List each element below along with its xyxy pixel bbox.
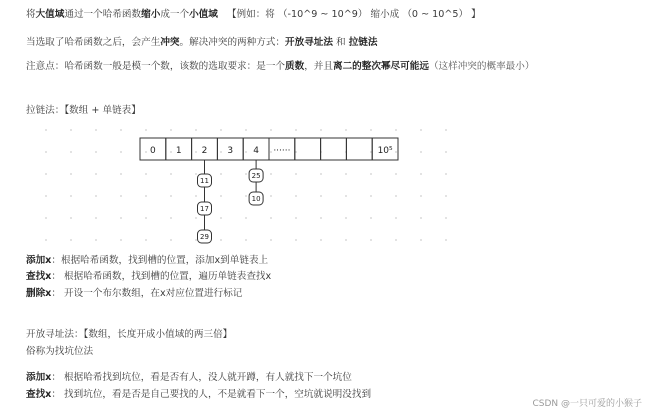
open-addressing-title: 开放寻址法：【数组，长度开成小值域的两三倍】 (26, 329, 233, 340)
grid-dot (120, 217, 122, 219)
array-cell-label: 4 (253, 146, 259, 156)
grid-dot (245, 173, 247, 175)
grid-dot (170, 239, 172, 241)
chaining-delete-label: 删除x (26, 288, 52, 299)
chain-slot-2-node-label: 11 (200, 177, 209, 185)
grid-dot (345, 217, 347, 219)
chaining-add-label: 添加x (26, 255, 52, 266)
grid-dot (270, 239, 272, 241)
intro-line (26, 8, 481, 21)
array-cell-label: 1 (175, 146, 182, 156)
grid-dot (245, 151, 247, 153)
grid-dot (95, 129, 97, 131)
grid-dot (220, 217, 222, 219)
grid-dot (145, 151, 147, 153)
notice-bold-prime: 质数 (285, 61, 305, 72)
open-add-label: 添加x (26, 372, 52, 383)
grid-dot (45, 195, 47, 197)
grid-dot (395, 239, 397, 241)
grid-dot (95, 173, 97, 175)
grid-dot (220, 195, 222, 197)
intro-example: 【例如：将 （-10^9 ~ 10^9） 缩小成 （0 ~ 10^5） 】 (226, 9, 481, 20)
grid-dot (370, 129, 372, 131)
array-cell (321, 138, 347, 160)
grid-dot (245, 129, 247, 131)
grid-dot (220, 173, 222, 175)
grid-dot (170, 195, 172, 197)
open-find-label: 查找x (26, 389, 52, 400)
grid-dot (270, 173, 272, 175)
chaining-find-label: 查找x (26, 271, 52, 282)
grid-dot (195, 239, 197, 241)
grid-dot (195, 217, 197, 219)
grid-dot (145, 217, 147, 219)
grid-dot (120, 129, 122, 131)
grid-dot (295, 195, 297, 197)
grid-dot (220, 239, 222, 241)
chaining-delete-text: ： 开设一个布尔数组，在x对应位置进行标记 (51, 288, 243, 299)
grid-dot (70, 195, 72, 197)
grid-dot (395, 173, 397, 175)
intro-text-2: 通过一个哈希函数 (64, 9, 142, 20)
grid-dot (420, 195, 422, 197)
grid-dot (145, 195, 147, 197)
open-addressing-bold: 开放寻址法 (285, 37, 333, 48)
grid-dot (445, 239, 447, 241)
open-find-line (26, 388, 371, 401)
conflict-text-2: 。解决冲突的两种方式： (179, 37, 286, 48)
grid-dot (445, 173, 447, 175)
grid-dot (45, 239, 47, 241)
grid-dot (120, 151, 122, 153)
grid-dot (445, 151, 447, 153)
grid-dot (395, 151, 397, 153)
chaining-add-text: ：根据哈希函数，找到槽的位置，添加x到单链表上 (51, 255, 269, 266)
grid-dot (320, 173, 322, 175)
array-cell-label: 10⁵ (377, 146, 393, 156)
grid-dot (370, 239, 372, 241)
grid-dot (295, 129, 297, 131)
linked-lists (198, 160, 264, 243)
conflict-text-3: 和 (333, 37, 349, 48)
grid-dot (170, 129, 172, 131)
grid-dot (45, 173, 47, 175)
hash-array (140, 138, 398, 160)
grid-dot (245, 195, 247, 197)
chaining-title: 拉链法：【数组 + 单链表】 (26, 105, 141, 116)
grid-dot (395, 195, 397, 197)
grid-dot (445, 217, 447, 219)
grid-dot (245, 217, 247, 219)
grid-dot (295, 151, 297, 153)
grid-dot (320, 239, 322, 241)
grid-dot (420, 129, 422, 131)
grid-dot (145, 239, 147, 241)
grid-dot (270, 195, 272, 197)
grid-dot (370, 217, 372, 219)
grid-dot (120, 173, 122, 175)
grid-dot (95, 151, 97, 153)
grid-dot (345, 195, 347, 197)
grid-dot (245, 239, 247, 241)
conflict-line (26, 36, 377, 49)
notice-text-2: ，并且 (304, 61, 333, 72)
notice-text-3: （这样冲突的概率最小） (428, 61, 535, 72)
array-cell-label: ······ (273, 146, 291, 156)
chain-slot-2-node-label: 29 (200, 233, 209, 241)
watermark: CSDN @一只可爱的小猴子 (532, 399, 642, 409)
grid-dot (120, 239, 122, 241)
grid-dot (295, 173, 297, 175)
grid-dot (120, 195, 122, 197)
grid-dot (195, 173, 197, 175)
grid-dot (220, 129, 222, 131)
open-find-text: ： 找到坑位，看是否是自己要找的人，不是就看下一个，空坑就说明没找到 (51, 389, 372, 400)
grid-dot (420, 173, 422, 175)
open-add-line (26, 371, 352, 384)
grid-dot (445, 195, 447, 197)
grid-dot (270, 151, 272, 153)
grid-dot (70, 173, 72, 175)
grid-dot (95, 217, 97, 219)
grid-dot (420, 239, 422, 241)
grid-dot (45, 151, 47, 153)
grid-dot (295, 217, 297, 219)
grid-dot (45, 129, 47, 131)
grid-dot (70, 239, 72, 241)
conflict-text-1: 当选取了哈希函数之后，会产生 (26, 37, 161, 48)
notice-line (26, 60, 534, 73)
chain-slot-2-node-label: 17 (200, 205, 209, 213)
chaining-delete-line (26, 287, 242, 300)
array-cell-label: 2 (201, 146, 208, 156)
grid-dot (70, 151, 72, 153)
grid-dot (395, 129, 397, 131)
grid-dot (95, 239, 97, 241)
grid-dot (45, 217, 47, 219)
chain-slot-4-node-label: 10 (251, 195, 261, 203)
intro-bold-shrink: 缩小 (141, 9, 161, 20)
notice-text-1: 注意点：哈希函数一般是模一个数，该数的选取要求：是一个 (26, 61, 286, 72)
grid-dot (220, 151, 222, 153)
grid-dot (295, 239, 297, 241)
grid-dot (395, 217, 397, 219)
chaining-find-line (26, 270, 271, 283)
intro-text-1: 将 (26, 9, 36, 20)
grid-dot (195, 195, 197, 197)
grid-dot (270, 129, 272, 131)
intro-bold-small-range: 小值域 (189, 9, 218, 20)
intro-text-3: 成一个 (160, 9, 190, 20)
grid-dot (270, 217, 272, 219)
array-cell-label: 3 (227, 146, 234, 156)
grid-dot (70, 217, 72, 219)
grid-dot (320, 129, 322, 131)
grid-dot (370, 151, 372, 153)
grid-dot (345, 239, 347, 241)
conflict-bold: 冲突 (160, 37, 180, 48)
grid-dot (170, 173, 172, 175)
array-cell (346, 138, 372, 160)
grid-dot (320, 217, 322, 219)
grid-dot (420, 217, 422, 219)
grid-dot (345, 129, 347, 131)
intro-bold-large-range: 大值域 (35, 9, 65, 20)
chaining-bold: 拉链法 (348, 37, 378, 48)
chaining-diagram (28, 120, 448, 245)
grid-dot (70, 129, 72, 131)
grid-dot (420, 151, 422, 153)
grid-dot (370, 195, 372, 197)
grid-dot (145, 173, 147, 175)
grid-dot (145, 129, 147, 131)
grid-dot (320, 195, 322, 197)
grid-dot (345, 173, 347, 175)
chain-slot-4-node-label: 25 (251, 172, 261, 180)
grid-dot (95, 195, 97, 197)
grid-dot (445, 129, 447, 131)
open-addressing-subtitle: 俗称为找坑位法 (26, 346, 94, 357)
grid-dot (370, 173, 372, 175)
array-cell (295, 138, 321, 160)
notice-bold-far: 离二的整次幂尽可能远 (333, 61, 429, 72)
grid-dot (170, 217, 172, 219)
chaining-find-text: ： 根据哈希函数，找到槽的位置，遍历单链表查找x (51, 271, 272, 282)
grid-dot (170, 151, 172, 153)
open-add-text: ： 根据哈希找到坑位，看是否有人，没人就开蹲，有人就找下一个坑位 (51, 372, 352, 383)
grid-dot (195, 151, 197, 153)
grid-dot (195, 129, 197, 131)
array-cell-label: 0 (150, 146, 156, 156)
chaining-add-line (26, 254, 268, 267)
